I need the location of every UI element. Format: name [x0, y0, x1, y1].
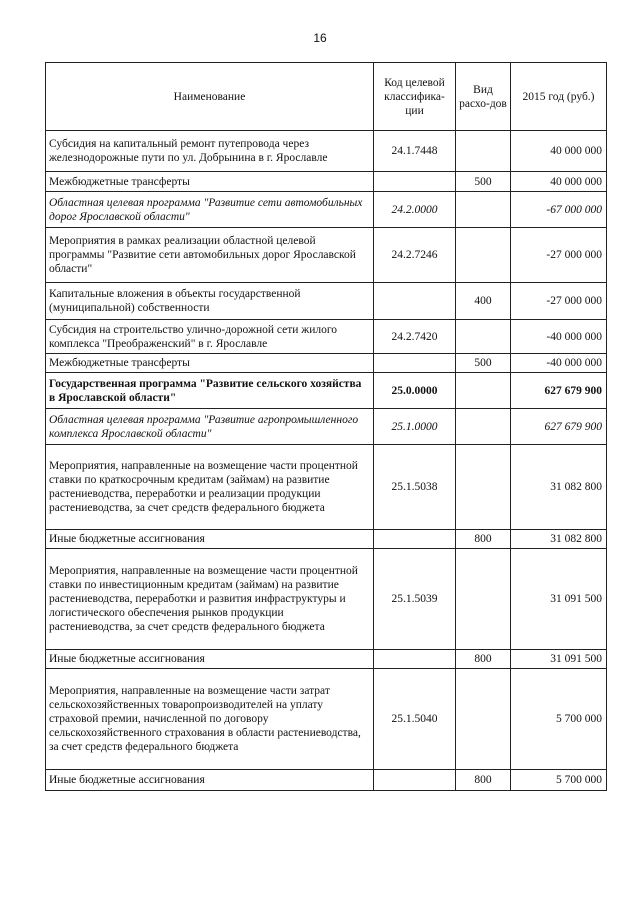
page-number: 16	[313, 31, 327, 45]
row-vid	[456, 445, 511, 530]
table-header-row	[46, 63, 607, 131]
row-amount: 31 091 500	[511, 650, 607, 669]
row-name: Областная целевая программа "Развитие агропромышленного комплекса Ярославской области"	[46, 409, 374, 445]
row-amount: 627 679 900	[511, 409, 607, 445]
row-vid	[456, 228, 511, 283]
row-vid: 800	[456, 650, 511, 669]
row-code: 24.1.7448	[374, 131, 456, 172]
row-name: Субсидия на строительство улично-дорожной сети жилого комплекса "Преображенский" в г. Ярославле	[46, 320, 374, 354]
row-amount: 40 000 000	[511, 131, 607, 172]
row-amount: 40 000 000	[511, 172, 607, 192]
row-code: 25.1.5040	[374, 669, 456, 770]
row-vid	[456, 549, 511, 650]
table-row	[46, 228, 607, 283]
row-name: Мероприятия в рамках реализации областной целевой программы "Развитие сети автомобильных дорог Ярославской области"	[46, 228, 374, 283]
table-row	[46, 172, 607, 192]
row-vid: 800	[456, 770, 511, 791]
row-name: Иные бюджетные ассигнования	[46, 770, 374, 791]
row-amount: 31 082 800	[511, 445, 607, 530]
row-vid	[456, 320, 511, 354]
table-row	[46, 131, 607, 172]
row-vid: 800	[456, 530, 511, 549]
row-code: 25.1.5038	[374, 445, 456, 530]
row-name: Мероприятия, направленные на возмещение части затрат сельскохозяйственных товаропроизводителей на уплату страховой премии, начисленной по договору сельскохозяйственного страхования в области растениеводства, за счет средств федерального бюджета	[46, 669, 374, 770]
row-name: Иные бюджетные ассигнования	[46, 530, 374, 549]
row-code: 24.2.7420	[374, 320, 456, 354]
row-code	[374, 172, 456, 192]
row-code	[374, 354, 456, 373]
row-vid: 500	[456, 172, 511, 192]
header-code: Код целевой классифика-ции	[374, 63, 456, 131]
table-row	[46, 192, 607, 228]
table-row	[46, 373, 607, 409]
row-amount: 5 700 000	[511, 669, 607, 770]
row-amount: -40 000 000	[511, 320, 607, 354]
row-name: Областная целевая программа "Развитие сети автомобильных дорог Ярославской области"	[46, 192, 374, 228]
row-code: 25.0.0000	[374, 373, 456, 409]
table-row	[46, 530, 607, 549]
row-name: Межбюджетные трансферты	[46, 354, 374, 373]
row-vid	[456, 373, 511, 409]
row-code	[374, 770, 456, 791]
row-name: Государственная программа "Развитие сельского хозяйства в Ярославской области"	[46, 373, 374, 409]
row-name: Межбюджетные трансферты	[46, 172, 374, 192]
row-vid	[456, 131, 511, 172]
row-amount: 627 679 900	[511, 373, 607, 409]
table-row	[46, 445, 607, 530]
row-code	[374, 650, 456, 669]
budget-table	[45, 62, 607, 791]
row-vid: 400	[456, 283, 511, 320]
row-amount: -40 000 000	[511, 354, 607, 373]
row-code: 25.1.0000	[374, 409, 456, 445]
table-row	[46, 770, 607, 791]
row-amount: -27 000 000	[511, 283, 607, 320]
row-amount: 31 091 500	[511, 549, 607, 650]
row-vid	[456, 192, 511, 228]
row-vid: 500	[456, 354, 511, 373]
header-name: Наименование	[46, 63, 374, 131]
row-code: 24.2.0000	[374, 192, 456, 228]
table-row	[46, 320, 607, 354]
table-row	[46, 549, 607, 650]
row-code: 24.2.7246	[374, 228, 456, 283]
table-row	[46, 669, 607, 770]
row-amount: 5 700 000	[511, 770, 607, 791]
row-name: Иные бюджетные ассигнования	[46, 650, 374, 669]
row-name: Субсидия на капитальный ремонт путепровода через железнодорожные пути по ул. Добрынина в г. Ярославле	[46, 131, 374, 172]
row-code	[374, 283, 456, 320]
table-row	[46, 650, 607, 669]
row-amount: -27 000 000	[511, 228, 607, 283]
row-amount: -67 000 000	[511, 192, 607, 228]
row-code	[374, 530, 456, 549]
header-amount: 2015 год (руб.)	[511, 63, 607, 131]
header-vid: Вид расхо-дов	[456, 63, 511, 131]
table-row	[46, 283, 607, 320]
table-row	[46, 354, 607, 373]
row-name: Мероприятия, направленные на возмещение части процентной ставки по краткосрочным кредитам (займам) на развитие растениеводства, переработки и реализации продукции растениеводства, за счет средств федерального бюджета	[46, 445, 374, 530]
row-name: Мероприятия, направленные на возмещение части процентной ставки по инвестиционным кредитам (займам) на развитие растениеводства, переработки и развития инфраструктуры и логистического обеспечения рынков продукции растениеводства, за счет средств федерального бюджета	[46, 549, 374, 650]
row-name: Капитальные вложения в объекты государственной (муниципальной) собственности	[46, 283, 374, 320]
row-amount: 31 082 800	[511, 530, 607, 549]
row-vid	[456, 409, 511, 445]
table-row	[46, 409, 607, 445]
row-code: 25.1.5039	[374, 549, 456, 650]
row-vid	[456, 669, 511, 770]
